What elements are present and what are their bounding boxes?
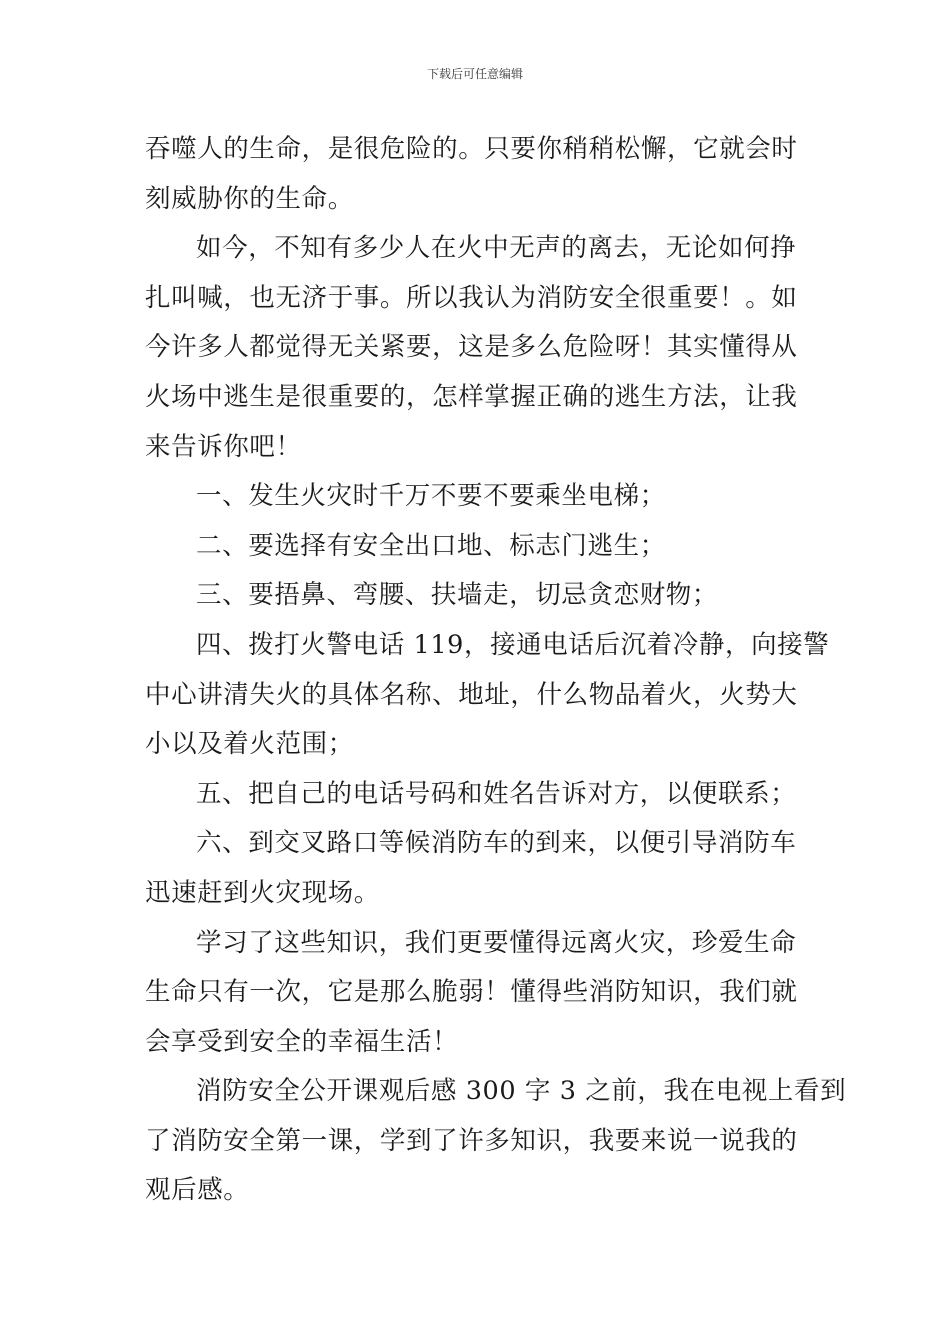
- text-line: 生命只有一次，它是那么脆弱！懂得些消防知识，我们就: [145, 977, 798, 1008]
- paragraph-start-line: 消防安全公开课观后感 300 字 3 之前，我在电视上看到: [196, 1076, 847, 1107]
- list-item-6: 六、到交叉路口等候消防车的到来，以便引导消防车: [196, 828, 797, 859]
- list-item-1: 一、发生火灾时千万不要不要乘坐电梯；: [196, 481, 666, 512]
- text-line: 了消防安全第一课，学到了许多知识，我要来说一说我的: [145, 1125, 798, 1156]
- text-line: 来告诉你吧！: [145, 431, 302, 462]
- paragraph-start-line: 学习了这些知识，我们更要懂得远离火灾，珍爱生命: [196, 927, 797, 958]
- page-header-note: 下载后可任意编辑: [426, 67, 523, 81]
- list-item-2: 二、要选择有安全出口地、标志门逃生；: [196, 530, 666, 561]
- list-item-4: 四、拨打火警电话 119，接通电话后沉着冷静，向接警: [196, 629, 830, 660]
- document-body: [145, 125, 847, 1216]
- text-line: 中心讲清失火的具体名称、地址，什么物品着火，火势大: [145, 679, 798, 710]
- list-item-3: 三、要捂鼻、弯腰、扶墙走，切忌贪恋财物；: [196, 580, 719, 611]
- list-item-5: 五、把自己的电话号码和姓名告诉对方，以便联系；: [196, 778, 797, 809]
- text-line: 迅速赶到火灾现场。: [145, 877, 380, 908]
- paragraph-start-line: 如今，不知有多少人在火中无声的离去，无论如何挣: [196, 233, 797, 264]
- text-line: 今许多人都觉得无关紧要，这是多么危险呀！其实懂得从: [145, 332, 798, 363]
- text-line: 火场中逃生是很重要的，怎样掌握正确的逃生方法，让我: [145, 381, 798, 412]
- text-line: 吞噬人的生命，是很危险的。只要你稍稍松懈，它就会时: [145, 134, 798, 164]
- text-line: 刻威胁你的生命。: [145, 183, 354, 214]
- text-line: 小以及着火范围；: [145, 729, 354, 760]
- text-line: 观后感。: [145, 1175, 250, 1206]
- text-line: 会享受到安全的幸福生活！: [145, 1026, 459, 1057]
- text-line: 扎叫喊，也无济于事。所以我认为消防安全很重要！。如: [145, 282, 798, 313]
